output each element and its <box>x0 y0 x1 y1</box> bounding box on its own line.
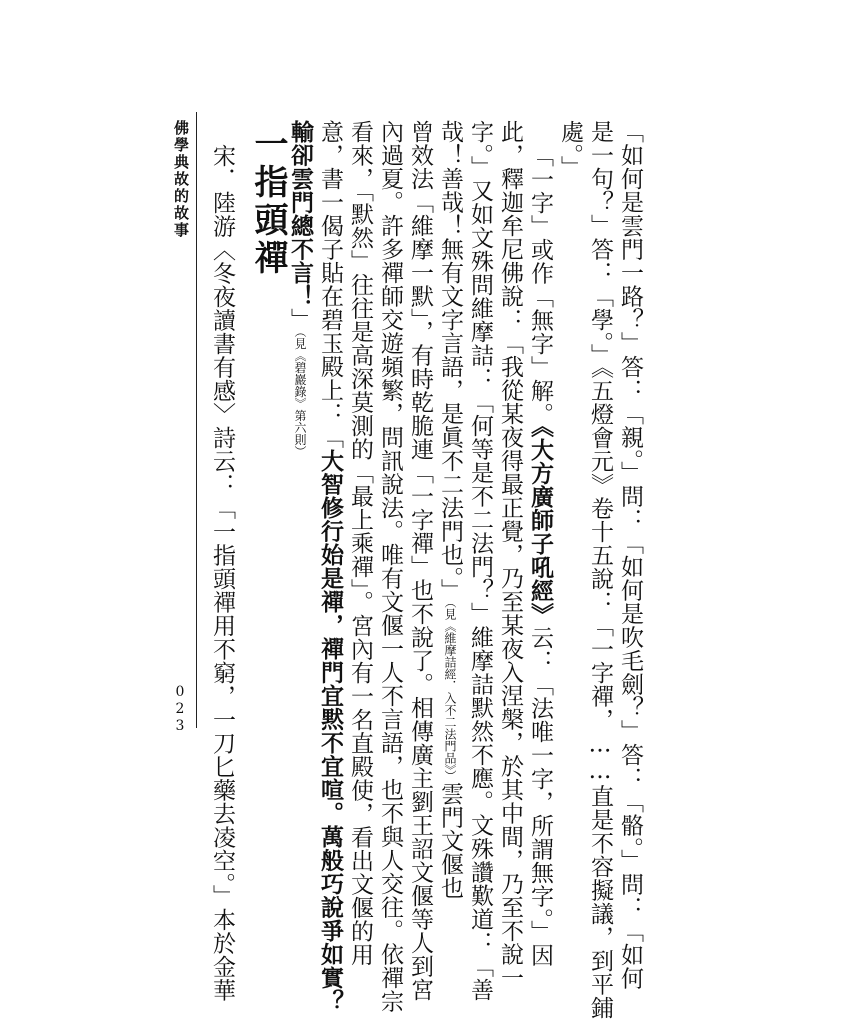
text-column: 看來，「默然」往往是高深莫測的「最上乘禪」。宮內有一名直殿使，看出文偃的用 <box>347 120 373 967</box>
text-run: 」 <box>287 308 313 332</box>
text-column: 是一句？」答：「學。」《五燈會元》卷十五說：「一字禪，……直是不容擬議，到平鋪 <box>587 120 613 1020</box>
text-column: 宋．陸游〈冬夜讀書有感〉詩云：「一指頭禪用不窮，一刀匕藥去凌空。」本於金華 <box>209 144 235 1002</box>
text-column <box>318 120 342 1013</box>
text-column <box>528 144 552 967</box>
text-run: 哉！善哉！無有文字言語，是眞不二法門也。」 <box>437 120 463 602</box>
text-run: 云：「法唯一字，所謂無字。」因 <box>527 626 553 967</box>
text-column: 內過夏。許多禪師交遊頻繁，問訊說法。唯有文偃一人不言語，也不與人交往。依禪宗 <box>377 120 403 1013</box>
text-run: 「一字」或作「無字」解。 <box>527 144 553 426</box>
margin-rule <box>196 112 197 728</box>
verse: 輸卻雲門總不言！ <box>287 120 314 308</box>
text-run: 雲門文偃也 <box>437 782 463 900</box>
text-run: 意，書一偈子貼在碧玉殿上：「 <box>317 120 343 449</box>
book-title: 《大方廣師子吼經》 <box>527 426 554 626</box>
citation-note: （見《維摩詰經．入不二法門品》） <box>443 602 457 782</box>
citation-note: （見《碧巖錄》第六則） <box>293 331 307 458</box>
text-column: 字。」又如文殊問維摩詰：「何等是不二法門？」維摩詰默然不應。文殊讚歎道：「善 <box>467 120 493 1002</box>
verse: 大智修行始是禪，禪門宜黙不宜喧。萬般巧說爭如實？ <box>317 449 344 1013</box>
running-head: 佛學典故的故事 <box>172 120 190 239</box>
page-number: 023 <box>172 684 188 735</box>
text-column: 此，釋迦牟尼佛說：「我從某夜得最正覺，乃至某夜入涅槃，於其中間，乃至不說一 <box>497 120 523 990</box>
text-column <box>438 120 461 900</box>
text-column: 處。」 <box>557 120 583 179</box>
section-title: 一指頭禪 <box>248 126 288 278</box>
text-column: 曾效法「維摩一默」，有時乾脆連「一字禪」也不說了。相傳廣主劉王詔文偃等人到宮 <box>407 120 433 1002</box>
text-column: 「如何是雲門一路？」答：「親。」問：「如何是吹毛劍？」答：「骼。」問：「如何 <box>617 120 643 990</box>
